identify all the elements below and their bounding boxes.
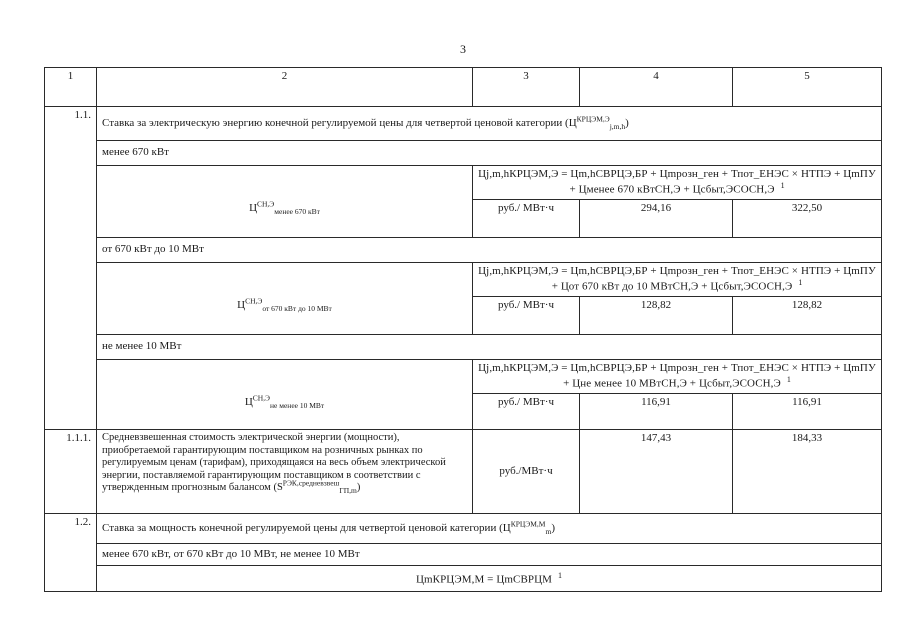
formula-2: Цj,m,hКРЦЭМ,Э = Цm,hСВРЦЭ,БР + Цmрозн_ген + Тпот_ЕНЭС × НТПЭ + ЦmПУ + Цот 670 кВт до 10 МВтСН,Э + Цсбыт,ЭСОСН,Э $^1$ [473, 263, 882, 297]
item-symbol-2: $Ц^{СН,Э}_{от 670 кВт до 10 МВт}$ [97, 297, 473, 335]
row-description-1-1-1: Средневзвешенная стоимость электрической энергии (мощности), приобретаемой гарантирующим поставщиком на розничных рынках по регулируемым ценам (тарифам), приходящаяся на весь объем электрической энергии, поставляемой гарантирующим поставщиком в соответствии с утвержденным прогнозным балансом $(S^{РЭК,средневзвеш}_{ГП,m})$ [97, 430, 473, 514]
table-row [45, 566, 882, 592]
tariff-table [44, 67, 882, 592]
table-row [45, 166, 882, 200]
value-col5-2: 128,82 [733, 297, 882, 335]
unit-1: руб./ МВт·ч [473, 200, 580, 238]
price-symbol: $Ц^{КРЦЭМ,М}_m$ [502, 519, 552, 537]
table-row [45, 514, 882, 544]
group-label-3: не менее 10 МВт [97, 335, 882, 360]
unit-2: руб./ МВт·ч [473, 297, 580, 335]
header-col-3: 3 [473, 68, 580, 107]
unit-1-1-1: руб./МВт·ч [473, 430, 580, 514]
value-col4-1: 294,16 [580, 200, 733, 238]
value-col5-3: 116,91 [733, 394, 882, 430]
group-label-1: менее 670 кВт [97, 141, 882, 166]
table-row [45, 107, 882, 141]
value-col4-1-1-1: 147,43 [580, 430, 733, 514]
header-col-4: 4 [580, 68, 733, 107]
row-number-1-1-1: 1.1.1. [45, 430, 97, 514]
row-title-1-1: Ставка за электрическую энергию конечной регулируемой цены для четвертой ценовой категории $(Ц^{КРЦЭМ,Э}_{j,m,h})$ [97, 107, 882, 141]
table-row [45, 263, 882, 297]
table-row [45, 360, 882, 394]
header-col-2: 2 [97, 68, 473, 107]
value-col5-1: 322,50 [733, 200, 882, 238]
table-row [45, 335, 882, 360]
unit-3: руб./ МВт·ч [473, 394, 580, 430]
table-row [45, 394, 882, 430]
table-row [45, 141, 882, 166]
value-col4-3: 116,91 [580, 394, 733, 430]
table-row [45, 200, 882, 238]
table-row [45, 238, 882, 263]
row-number-1-1: 1.1. [45, 107, 97, 430]
table-row [45, 544, 882, 566]
value-col5-1-1-1: 184,33 [733, 430, 882, 514]
group-label-2: от 670 кВт до 10 МВт [97, 238, 882, 263]
formula-1-2: ЦmКРЦЭМ,М = ЦmСВРЦМ $^1$ [97, 566, 882, 592]
row-number-1-2: 1.2. [45, 514, 97, 592]
table-row [45, 297, 882, 335]
table-row [45, 430, 882, 514]
title-text: Ставка за электрическую энергию конечной регулируемой цены для четвертой ценовой категории ( [102, 116, 569, 129]
table-header-row [45, 68, 882, 107]
item-symbol-1: $Ц^{СН,Э}_{менее 670 кВт}$ [97, 200, 473, 238]
page-number: 3 [460, 42, 466, 56]
value-col4-2: 128,82 [580, 297, 733, 335]
header-col-1: 1 [45, 68, 97, 107]
price-symbol: $Ц^{КРЦЭМ,Э}_{j,m,h}$ [568, 114, 626, 132]
row-title-1-2: Ставка за мощность конечной регулируемой цены для четвертой ценовой категории $(Ц^{КРЦЭМ,М}_m)$ [97, 514, 882, 544]
formula-3: Цj,m,hКРЦЭМ,Э = Цm,hСВРЦЭ,БР + Цmрозн_ген + Тпот_ЕНЭС × НТПЭ + ЦmПУ + Цне менее 10 МВтСН,Э + Цсбыт,ЭСОСН,Э $^1$ [473, 360, 882, 394]
formula-1: Цj,m,hКРЦЭМ,Э = Цm,hСВРЦЭ,БР + Цmрозн_ген + Тпот_ЕНЭС × НТПЭ + ЦmПУ + Цменее 670 кВтСН,Э + Цсбыт,ЭСОСН,Э $^1$ [473, 166, 882, 200]
balance-symbol: $S^{РЭК,средневзвеш}_{ГП,m}$ [276, 478, 357, 496]
header-col-5: 5 [733, 68, 882, 107]
item-symbol-3: $Ц^{СН,Э}_{не менее 10 МВт}$ [97, 394, 473, 430]
group-label-1-2: менее 670 кВт, от 670 кВт до 10 МВт, не менее 10 МВт [97, 544, 882, 566]
